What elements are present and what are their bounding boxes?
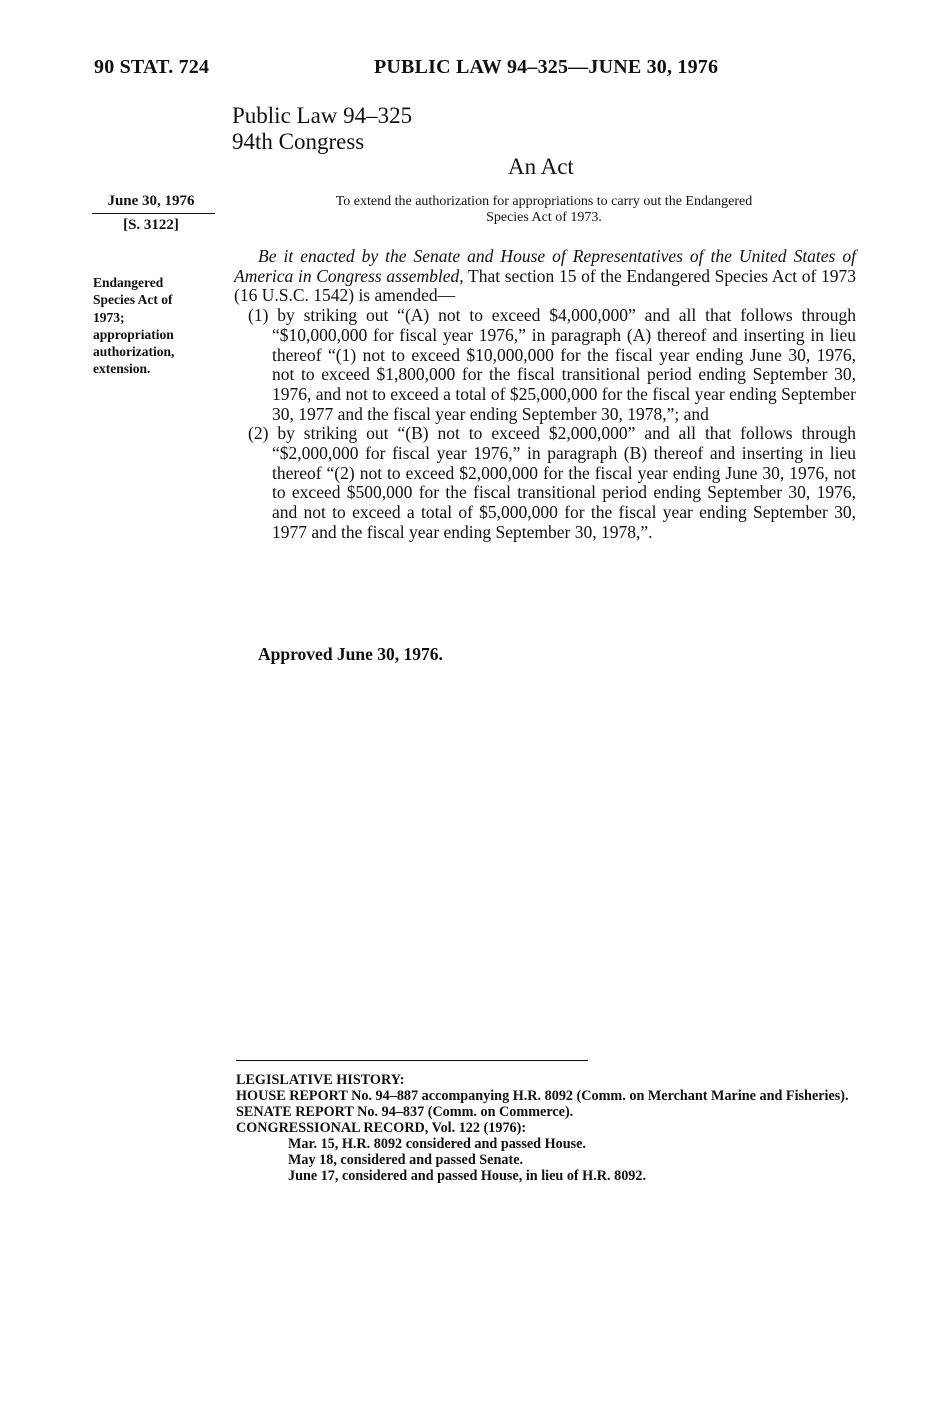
margin-note-line: Species Act of <box>93 292 173 308</box>
congressional-record: CONGRESSIONAL RECORD, Vol. 122 (1976): <box>236 1120 527 1136</box>
margin-note-line: extension. <box>93 361 151 377</box>
margin-date: June 30, 1976 <box>107 193 195 209</box>
margin-note-line: 1973; <box>93 309 125 325</box>
act-heading: An Act <box>508 154 574 179</box>
margin-note-line: authorization, <box>93 344 175 360</box>
enacting-clause <box>234 247 856 306</box>
legislative-history-heading: LEGISLATIVE HISTORY: <box>236 1072 405 1088</box>
margin-note-line: Endangered <box>93 275 164 290</box>
margin-divider <box>92 213 215 214</box>
amendment-item-2: (2) by striking out “(B) not to exceed $2,000,000” and all that follows through “$2,000,000 for fiscal year 1976,” in paragraph (B) thereof and inserting in lieu thereof “(2) not to exceed $2,000,000 for the fiscal year ending June 30, 1976, not to exceed $500,000 for the fiscal transitional period ending September 30, 1976, and not to exceed a total of $5,000,000 for the fiscal year ending September 30, 1977 and the fiscal year ending September 30, 1978,”. <box>248 423 856 542</box>
approval-date: Approved June 30, 1976. <box>258 644 443 664</box>
margin-bill-number: [S. 3122] <box>123 217 179 233</box>
margin-note-line: appropriation <box>93 326 174 342</box>
congress-number: 94th Congress <box>232 129 365 154</box>
senate-report: SENATE REPORT No. 94–837 (Comm. on Commerce). <box>236 1104 574 1120</box>
amendment-item-1: (1) by striking out “(A) not to exceed $4,000,000” and all that follows through “$10,000,000 for fiscal year 1976,” in paragraph (A) thereof and inserting in lieu thereof “(1) not to exceed $10,000,000 for the fiscal year ending June 30, 1976, not to exceed $1,800,000 for the fiscal transitional period ending September 30, 1976, and not to exceed a total of $25,000,000 for the fiscal year ending September 30, 1977 and the fiscal year ending September 30, 1978,”; and <box>248 305 856 424</box>
purpose-line: Species Act of 1973. <box>486 210 602 225</box>
enacting-text: That section 15 of the Endangered Species Act of 1973 (16 U.S.C. 1542) is amended— <box>234 265 856 306</box>
margin-note <box>93 274 213 378</box>
purpose-statement <box>232 194 856 226</box>
footnote-divider <box>236 1060 588 1061</box>
act-body <box>234 247 856 543</box>
legislative-history <box>236 1072 860 1184</box>
house-report: HOUSE REPORT No. 94–887 accompanying H.R. 8092 (Comm. on Merchant Marine and Fisheries). <box>236 1088 849 1104</box>
record-entry: May 18, considered and passed Senate. <box>288 1152 524 1168</box>
record-entry: June 17, considered and passed House, in lieu of H.R. 8092. <box>288 1168 647 1184</box>
law-number: Public Law 94–325 <box>232 103 413 128</box>
running-title: PUBLIC LAW 94–325—JUNE 30, 1976 <box>374 56 719 78</box>
purpose-line: To extend the authorization for appropriations to carry out the Endangered <box>335 194 753 209</box>
record-entry: Mar. 15, H.R. 8092 considered and passed House. <box>288 1136 586 1152</box>
enacting-formula: Be it enacted by the Senate and House of Representatives of the United States of America in Congress assembled, <box>234 246 856 286</box>
stat-page-number: 90 STAT. 724 <box>94 56 210 78</box>
